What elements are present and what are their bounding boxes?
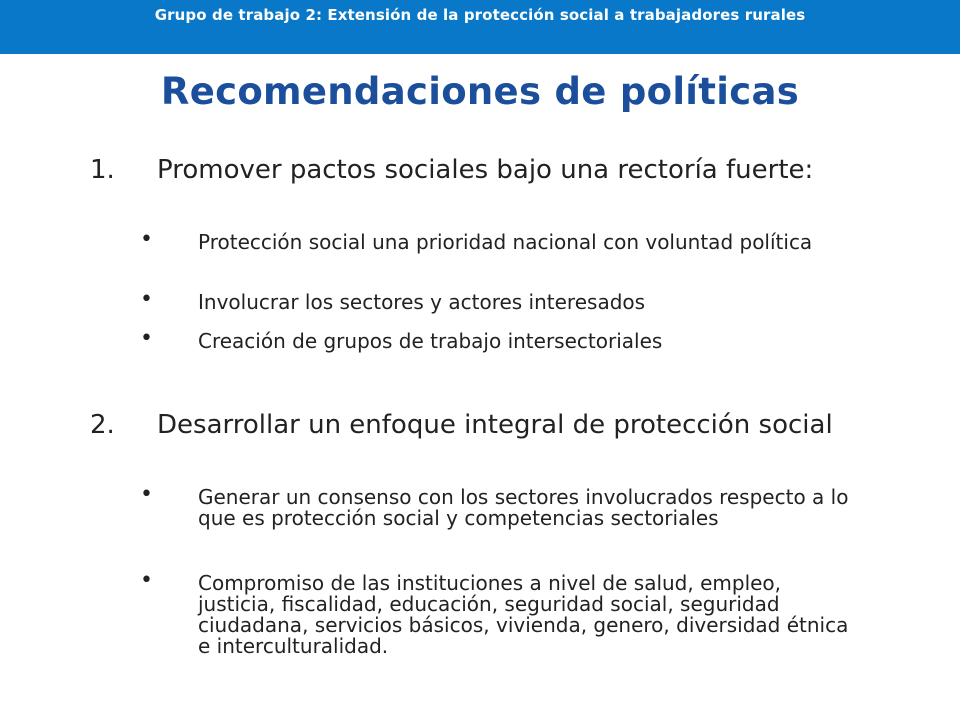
bullet-text: Involucrar los sectores y actores interesados	[198, 290, 646, 314]
bullet-item	[140, 227, 860, 254]
item-heading: Promover pactos sociales bajo una rectoría fuerte:	[157, 155, 814, 185]
bullet-dot: •	[140, 287, 153, 312]
bullet-dot: •	[140, 227, 153, 252]
bullet-text: Creación de grupos de trabajo intersectoriales	[198, 329, 663, 353]
item-number: 1.	[90, 155, 115, 185]
bullet-dot: •	[140, 568, 153, 593]
item-heading: Desarrollar un enfoque integral de protección social	[157, 410, 833, 440]
header-bar	[0, 0, 960, 54]
bullet-dot: •	[140, 326, 153, 351]
bullet-item	[140, 482, 860, 530]
bullet-item	[140, 287, 860, 314]
bullet-dot: •	[140, 482, 153, 507]
bullet-item	[140, 568, 860, 658]
bullet-text: Generar un consenso con los sectores involucrados respecto a lo que es protección social y competencias sectoriales	[198, 485, 849, 530]
group-title: Grupo de trabajo 2: Extensión de la protección social a trabajadores rurales	[154, 6, 806, 24]
bullet-text: Protección social una prioridad nacional con voluntad política	[198, 230, 813, 254]
numbered-item-1	[90, 155, 880, 185]
bullet-item	[140, 326, 860, 353]
bullet-text: Compromiso de las instituciones a nivel de salud, empleo, justicia, fiscalidad, educación, seguridad social, seguridad ciudadana, servicios básicos, vivienda, genero, diversidad étnica e interculturalidad.	[198, 571, 849, 658]
item-number: 2.	[90, 410, 115, 440]
slide-title: Recomendaciones de políticas	[160, 70, 800, 113]
numbered-item-2	[90, 410, 880, 440]
